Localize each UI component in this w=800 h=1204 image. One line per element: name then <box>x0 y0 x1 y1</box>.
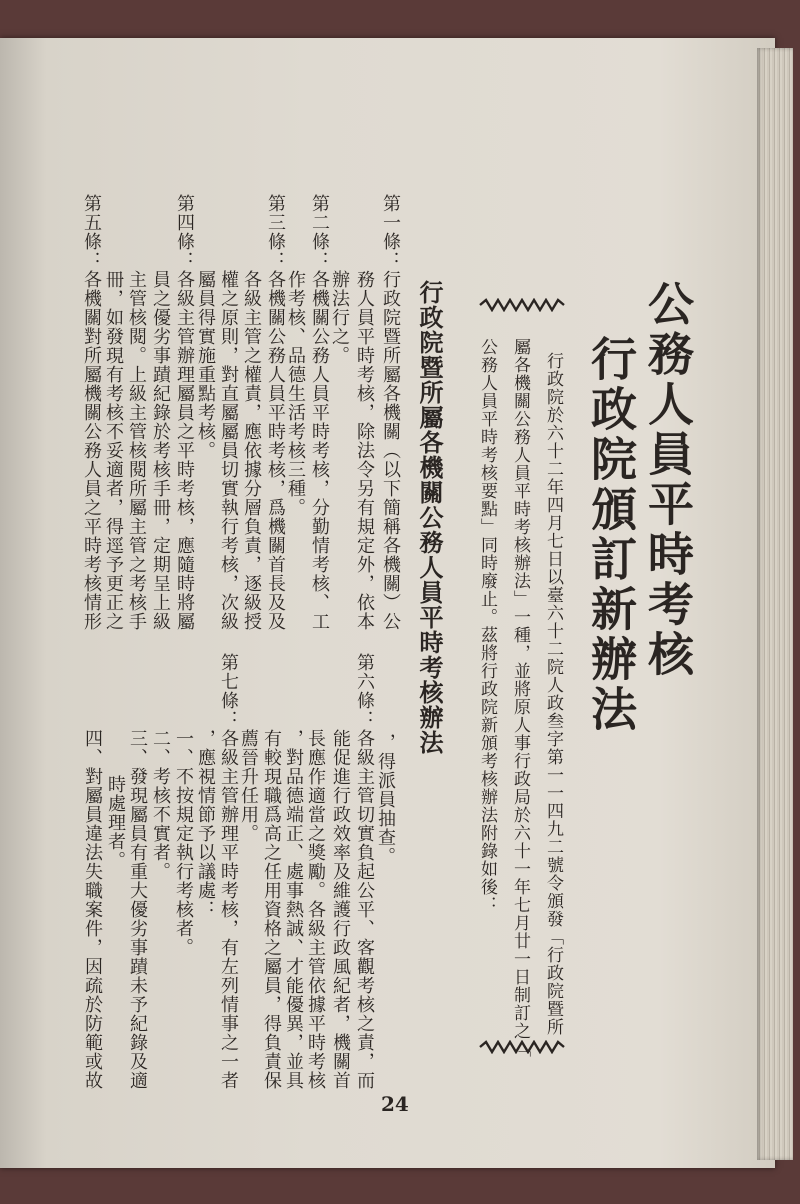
law-title: 行政院暨所屬各機關公務人員平時考核辦法 <box>415 280 444 755</box>
article-5-line-2: ，得派員抽查。 <box>375 733 396 866</box>
title-line-2: 行政院頒訂新辦法 <box>584 335 638 735</box>
article-3-line-4: 屬員得實施重點考核。 <box>195 270 216 460</box>
page-number: 24 <box>381 1092 409 1116</box>
article-2-line-2: 作考核、品德生活考核三種。 <box>285 270 306 517</box>
article-7-line-1: 第七條：各級主管辦理平時考核，有左列情事之一者 <box>218 653 239 1090</box>
article-3-line-1: 第三條：各機關公務人員平時考核，爲機關首長及及 <box>265 194 286 631</box>
article-6-line-5: 有較現職爲高之任用資格之屬員，得負責保 <box>261 729 282 1090</box>
article-7-item-3-line-2: 時處理者。 <box>105 775 126 870</box>
article-4-line-2: 員之優劣事蹟紀錄於考核手冊，定期呈上級 <box>150 270 171 631</box>
article-4-line-1: 第四條：各級主管辦理屬員之平時考核，應隨時將屬 <box>174 194 195 631</box>
intro-line-1: 行政院於六十二年四月七日以臺六十二院人政叁字第一一四九二號令頒發「行政院暨所 <box>543 352 563 1036</box>
article-1-line-1: 第一條：行政院暨所屬各機關（以下簡稱各機關）公 <box>380 194 401 631</box>
page-edges <box>757 48 793 1160</box>
article-6-line-4: ，對品德端正、處事熱誠、才能優異，並具 <box>283 729 304 1090</box>
article-7-item-2: 二、考核不實者。 <box>150 729 171 881</box>
article-4-line-4: 冊，如發現有考核不妥適者，得逕予更正之 <box>103 270 124 631</box>
article-1-line-3: 辦法行之。 <box>329 270 350 365</box>
article-7-line-2: ，應視情節予以議處： <box>195 729 216 919</box>
wave-ornament-top <box>478 298 568 312</box>
article-6-line-1: 第六條：各級主管切實負起公平、客觀考核之責，而 <box>354 653 375 1090</box>
title-line-1: 公務人員平時考核 <box>641 280 695 680</box>
article-7-item-1: 一、不按規定執行考核者。 <box>173 729 194 957</box>
intro-line-3: 公務人員平時考核要點」同時廢止。茲將行政院新頒考核辦法附錄如後： <box>477 338 497 914</box>
article-6-line-6: 薦晉升任用。 <box>238 729 259 843</box>
article-7-item-3-line-1: 三、發現屬員有重大優劣事蹟未予紀錄及適 <box>127 729 148 1090</box>
article-3-line-3: 權之原則，對直屬屬員切實執行考核，次級 <box>218 270 239 631</box>
article-7-item-4: 四、對屬員違法失職案件，因疏於防範或故 <box>82 729 103 1090</box>
article-1-line-2: 務人員平時考核，除法令另有規定外，依本 <box>354 270 375 631</box>
article-4-line-3: 主管核閱。上級主管核閱所屬主管之考核手 <box>126 270 147 631</box>
article-6-line-3: 長應作適當之獎勵。各級主管依據平時考核 <box>305 729 326 1090</box>
article-5-line-1: 第五條：各機關對所屬機關公務人員之平時考核情形 <box>81 194 102 631</box>
article-2-line-1: 第二條：各機關公務人員平時考核，分勤情考核、工 <box>309 194 330 631</box>
article-3-line-2: 各級主管之權責，應依據分層負責，逐級授 <box>241 270 262 631</box>
article-6-line-2: 能促進行政效率及維護行政風紀者，機關首 <box>330 729 351 1090</box>
intro-line-2: 屬各機關公務人員平時考核辦法」一種，並將原人事行政局於六十一年七月廿一日制訂之「 <box>510 338 530 1058</box>
